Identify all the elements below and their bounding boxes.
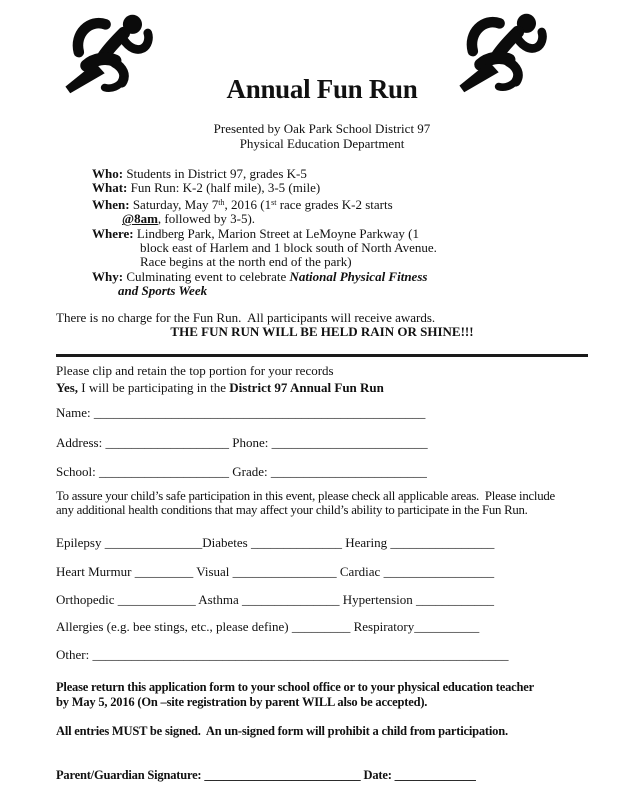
school-blank[interactable]: ____________________: [98, 464, 229, 479]
why-line-1: [92, 270, 437, 284]
why-line-2: and Sports Week: [118, 283, 208, 299]
signature-row: [56, 768, 476, 783]
date-label: Date:: [360, 768, 395, 782]
start-time: @8am: [122, 211, 158, 227]
hypertension-label: Hypertension: [339, 592, 417, 607]
yes-word: Yes,: [56, 380, 79, 395]
health-row-epilepsy-diabetes-hearing: [56, 536, 494, 550]
health-intro-line-2: any additional health conditions that may affect your child’s ability to participate in the Fun Run.: [56, 503, 528, 518]
health-intro-line-1: To assure your child’s safe participation in this event, please check all applicable areas. Please include: [56, 489, 555, 503]
where-text: Lindberg Park, Marion Street at LeMoyne Parkway (1: [133, 225, 419, 241]
health-row-heartmurmur-visual-cardiac: [56, 565, 494, 579]
address-label: Address:: [56, 435, 106, 450]
who-line: [92, 167, 437, 181]
address-row: [56, 436, 428, 450]
signature-label: Parent/Guardian Signature:: [56, 768, 205, 782]
why-emphasis: National Physical Fitness: [289, 268, 428, 284]
heart-murmur-blank[interactable]: _________: [134, 564, 194, 579]
when-text-a: Saturday, May 7: [129, 196, 219, 212]
presented-by: [56, 122, 588, 151]
what-label: What:: [92, 180, 128, 196]
orthopedic-blank[interactable]: ____________: [117, 592, 196, 607]
where-line-1: [92, 227, 437, 241]
when-text-b: , 2016 (1: [224, 196, 272, 212]
respiratory-label: Respiratory: [350, 619, 415, 634]
phone-label: Phone:: [228, 435, 272, 450]
presented-line-2: Physical Education Department: [239, 135, 405, 151]
orthopedic-label: Orthopedic: [56, 592, 118, 607]
name-blank[interactable]: ___________________________________________________: [93, 405, 426, 420]
school-label: School:: [56, 464, 99, 479]
return-instructions: [56, 680, 534, 710]
who-text: Students in District 97, grades K-5: [123, 166, 307, 181]
yes-rest: I will be participating in the: [78, 380, 230, 395]
diabetes-blank[interactable]: ______________: [250, 535, 342, 550]
name-label: Name:: [56, 405, 94, 420]
why-text: Culminating event to celebrate: [123, 268, 290, 284]
presented-line-1: Presented by Oak Park School District 97: [213, 121, 431, 136]
charge-notice: [56, 311, 588, 340]
phone-blank[interactable]: ________________________: [271, 435, 428, 450]
grade-blank[interactable]: ________________________: [270, 464, 427, 479]
return-line-2: by May 5, 2016 (On –site registration by parent WILL also be accepted).: [56, 695, 428, 709]
when-superscript-th: th: [218, 197, 225, 207]
address-blank[interactable]: ___________________: [105, 435, 229, 450]
hypertension-blank[interactable]: ____________: [416, 592, 495, 607]
when-label: When:: [92, 196, 130, 212]
name-row: [56, 406, 425, 420]
other-blank[interactable]: ________________________________________________________________: [92, 647, 509, 662]
return-line-1: Please return this application form to your school office or to your physical education teacher: [56, 680, 534, 694]
must-sign-text: All entries MUST be signed. An un-signed form will prohibit a child from participation.: [56, 724, 508, 738]
what-line: [92, 181, 437, 195]
who-label: Who:: [92, 166, 124, 181]
clip-note: Please clip and retain the top portion for your records: [56, 363, 334, 378]
signature-requirement: [56, 724, 508, 739]
health-row-other: [56, 648, 508, 662]
other-label: Other:: [56, 647, 93, 662]
hearing-label: Hearing: [341, 535, 391, 550]
participation-statement: [56, 381, 384, 395]
health-row-orthopedic-asthma-hypertension: [56, 593, 494, 607]
heart-murmur-label: Heart Murmur: [56, 564, 135, 579]
signature-blank[interactable]: _________________________: [204, 768, 361, 782]
visual-blank[interactable]: ________________: [232, 564, 337, 579]
cardiac-blank[interactable]: _________________: [383, 564, 495, 579]
when-line-1: [92, 196, 437, 212]
date-blank[interactable]: _____________: [394, 768, 476, 782]
health-row-allergies-respiratory: [56, 620, 479, 634]
event-details: [92, 167, 437, 299]
no-charge-text: There is no charge for the Fun Run. All participants will receive awards.: [56, 310, 436, 325]
hearing-blank[interactable]: ________________: [390, 535, 495, 550]
event-name: District 97 Annual Fun Run: [229, 380, 384, 395]
page-title: Annual Fun Run: [226, 74, 418, 104]
allergies-label: Allergies (e.g. bee stings, etc., please define): [56, 619, 292, 634]
visual-label: Visual: [193, 564, 233, 579]
rain-or-shine-text: THE FUN RUN WILL BE HELD RAIN OR SHINE!!!: [170, 324, 474, 340]
epilepsy-blank[interactable]: _______________: [104, 535, 203, 550]
why-label: Why:: [92, 268, 124, 284]
asthma-label: Asthma: [195, 592, 242, 607]
where-line-2: block east of Harlem and 1 block south of North Avenue.: [140, 240, 437, 256]
grade-label: Grade:: [228, 464, 271, 479]
school-row: [56, 465, 427, 479]
when-line-2-rest: , followed by 3-5).: [157, 211, 256, 227]
allergies-blank[interactable]: _________: [291, 619, 351, 634]
asthma-blank[interactable]: _______________: [241, 592, 340, 607]
epilepsy-label: Epilepsy: [56, 535, 105, 550]
where-label: Where:: [92, 225, 134, 241]
when-line-2: [92, 212, 437, 226]
when-superscript-st: st: [271, 197, 277, 207]
where-line-3: Race begins at the north end of the park): [140, 254, 352, 270]
diabetes-label: Diabetes: [202, 535, 251, 550]
clip-divider-rule: [56, 354, 588, 357]
what-text: Fun Run: K-2 (half mile), 3-5 (mile): [127, 180, 321, 196]
cardiac-label: Cardiac: [336, 564, 384, 579]
health-intro: [56, 489, 555, 518]
when-text-c: race grades K-2 starts: [276, 196, 393, 212]
respiratory-blank[interactable]: __________: [414, 619, 480, 634]
